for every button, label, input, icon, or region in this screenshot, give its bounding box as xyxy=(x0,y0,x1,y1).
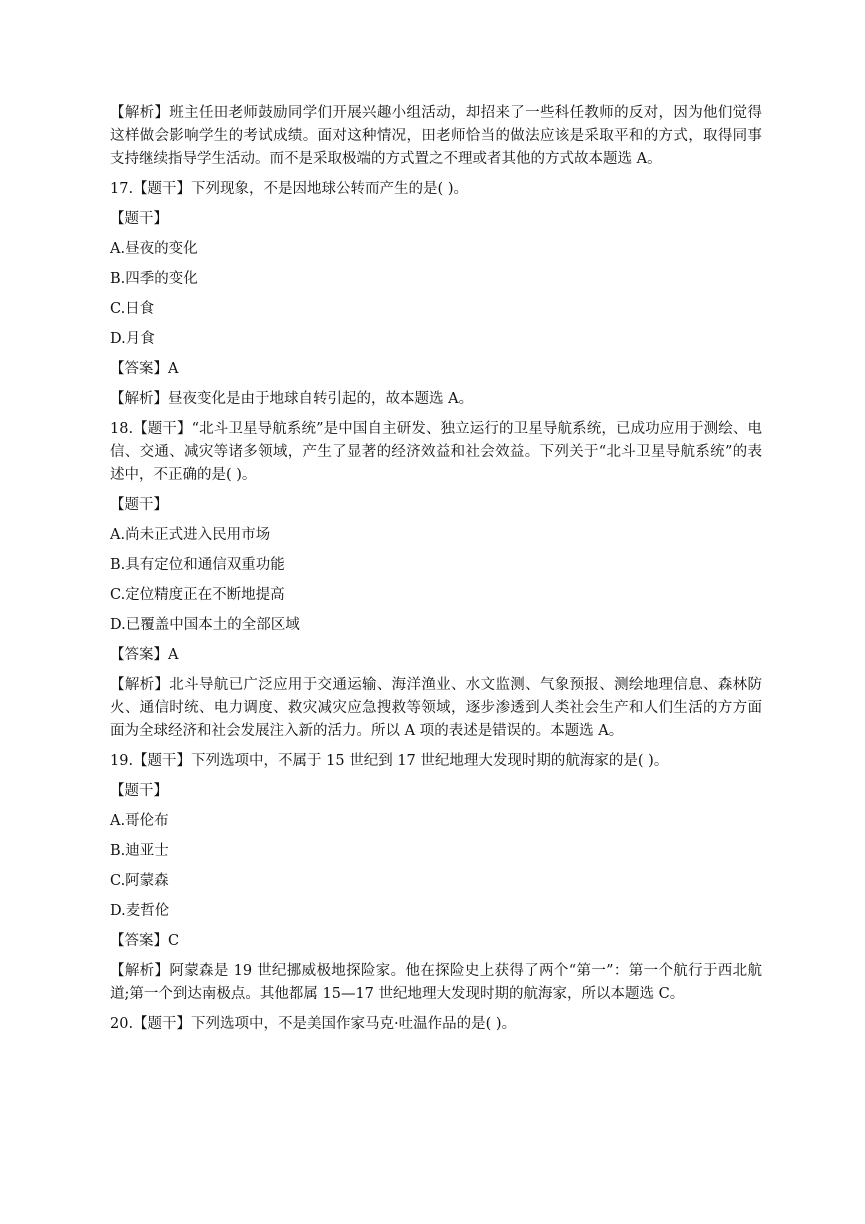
question-17-option-b: B.四季的变化 xyxy=(110,271,198,287)
question-19-option-b: B.迪亚士 xyxy=(110,843,169,859)
document-content xyxy=(110,102,762,1043)
question-17-option-a: A.昼夜的变化 xyxy=(110,241,198,257)
question-17-option-c: C.日食 xyxy=(110,301,155,317)
question-17-stem: 17.【题干】下列现象，不是因地球公转而产生的是( )。 xyxy=(110,181,468,197)
question-18-option-c: C.定位精度正在不断地提高 xyxy=(110,587,285,603)
question-18-stem: 18.【题干】“北斗卫星导航系统”是中国自主研发、独立运行的卫星导航系统，已成功应用于测绘、电信、交通、减灾等诸多领域，产生了显著的经济效益和社会效益。下列关于“北斗卫星导航系统”的表述中，不正确的是( )。 xyxy=(110,421,762,483)
question-19-option-d: D.麦哲伦 xyxy=(110,903,170,919)
question-17-explanation: 【解析】昼夜变化是由于地球自转引起的，故本题选 A。 xyxy=(110,391,474,407)
question-19-stem: 19.【题干】下列选项中，不属于 15 世纪到 17 世纪地理大发现时期的航海家的是( )。 xyxy=(110,753,669,769)
question-18-option-b: B.具有定位和通信双重功能 xyxy=(110,557,285,573)
question-17-option-d: D.月食 xyxy=(110,331,155,347)
question-17-answer: 【答案】A xyxy=(110,361,179,377)
question-20-stem: 20.【题干】下列选项中，不是美国作家马克·吐温作品的是( )。 xyxy=(110,1016,517,1032)
question-18-stem-label: 【题干】 xyxy=(110,497,168,513)
explanation-16: 【解析】班主任田老师鼓励同学们开展兴趣小组活动，却招来了一些科任教师的反对，因为他们觉得这样做会影响学生的考试成绩。面对这种情况，田老师恰当的做法应该是采取平和的方式，取得同事支持继续指导学生活动。而不是采取极端的方式置之不理或者其他的方式故本题选 A。 xyxy=(110,105,762,167)
question-18-explanation: 【解析】北斗导航已广泛应用于交通运输、海洋渔业、水文监测、气象预报、测绘地理信息、森林防火、通信时统、电力调度、救灾减灾应急搜救等领域，逐步渗透到人类社会生产和人们生活的方方面面为全球经济和社会发展注入新的活力。所以 A 项的表述是错误的。本题选 A。 xyxy=(110,677,762,739)
question-18-option-a: A.尚未正式进入民用市场 xyxy=(110,527,271,543)
question-19-option-a: A.哥伦布 xyxy=(110,813,169,829)
question-19-answer: 【答案】C xyxy=(110,933,180,949)
question-19-option-c: C.阿蒙森 xyxy=(110,873,169,889)
question-18-option-d: D.已覆盖中国本土的全部区域 xyxy=(110,617,300,633)
question-19-stem-label: 【题干】 xyxy=(110,783,168,799)
question-17-stem-label: 【题干】 xyxy=(110,211,168,227)
question-19-explanation: 【解析】阿蒙森是 19 世纪挪威极地探险家。他在探险史上获得了两个“第一”：第一个航行于西北航道;第一个到达南极点。其他都属 15—17 世纪地理大发现时期的航海家，所以本题选 C。 xyxy=(110,963,762,1002)
question-18-answer: 【答案】A xyxy=(110,647,179,663)
